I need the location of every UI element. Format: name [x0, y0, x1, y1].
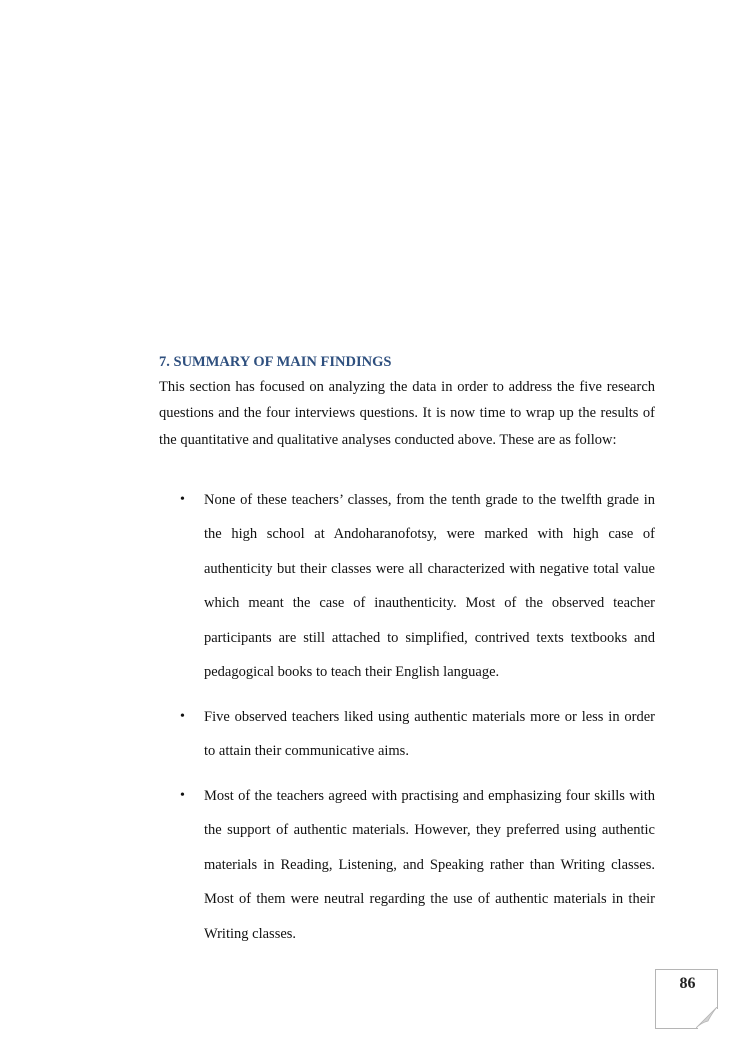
page-number: 86 [679, 975, 696, 992]
section-heading: 7. SUMMARY OF MAIN FINDINGS [159, 354, 392, 370]
list-item [159, 700, 655, 769]
bullet-icon: • [180, 708, 185, 724]
document-body [159, 350, 655, 961]
box-edge-bottom [656, 1028, 698, 1029]
list-item [159, 483, 655, 690]
bullet-icon: • [180, 491, 185, 507]
finding-text: None of these teachers’ classes, from the tenth grade to the twelfth grade in the high school at Andoharanofotsy, were marked with high case of authenticity but their classes were all characterized with negative total value which meant the case of inauthenticity. Most of the observed teacher participants are still attached to simplified, contrived texts textbooks and pedagogical books to teach their English language. [204, 491, 655, 681]
findings-list [159, 483, 655, 952]
bullet-icon: • [180, 787, 185, 803]
intro-paragraph: This section has focused on analyzing the data in order to address the five research questions and the four interviews questions. It is now time to wrap up the results of the quantitative and qualitative analyses conducted above. These are as follow: [159, 379, 655, 448]
finding-text: Five observed teachers liked using authentic materials more or less in order to attain their communicative aims. [204, 708, 655, 760]
finding-text: Most of the teachers agreed with practising and emphasizing four skills with the support of authentic materials. However, they preferred using authentic materials in Reading, Listening, and Speaking rather than Writing classes. Most of them were neutral regarding the use of authentic materials in their Writing classes. [204, 787, 655, 942]
page-number-box [655, 969, 718, 1029]
page-curl-icon [696, 1007, 718, 1029]
list-item [159, 779, 655, 952]
